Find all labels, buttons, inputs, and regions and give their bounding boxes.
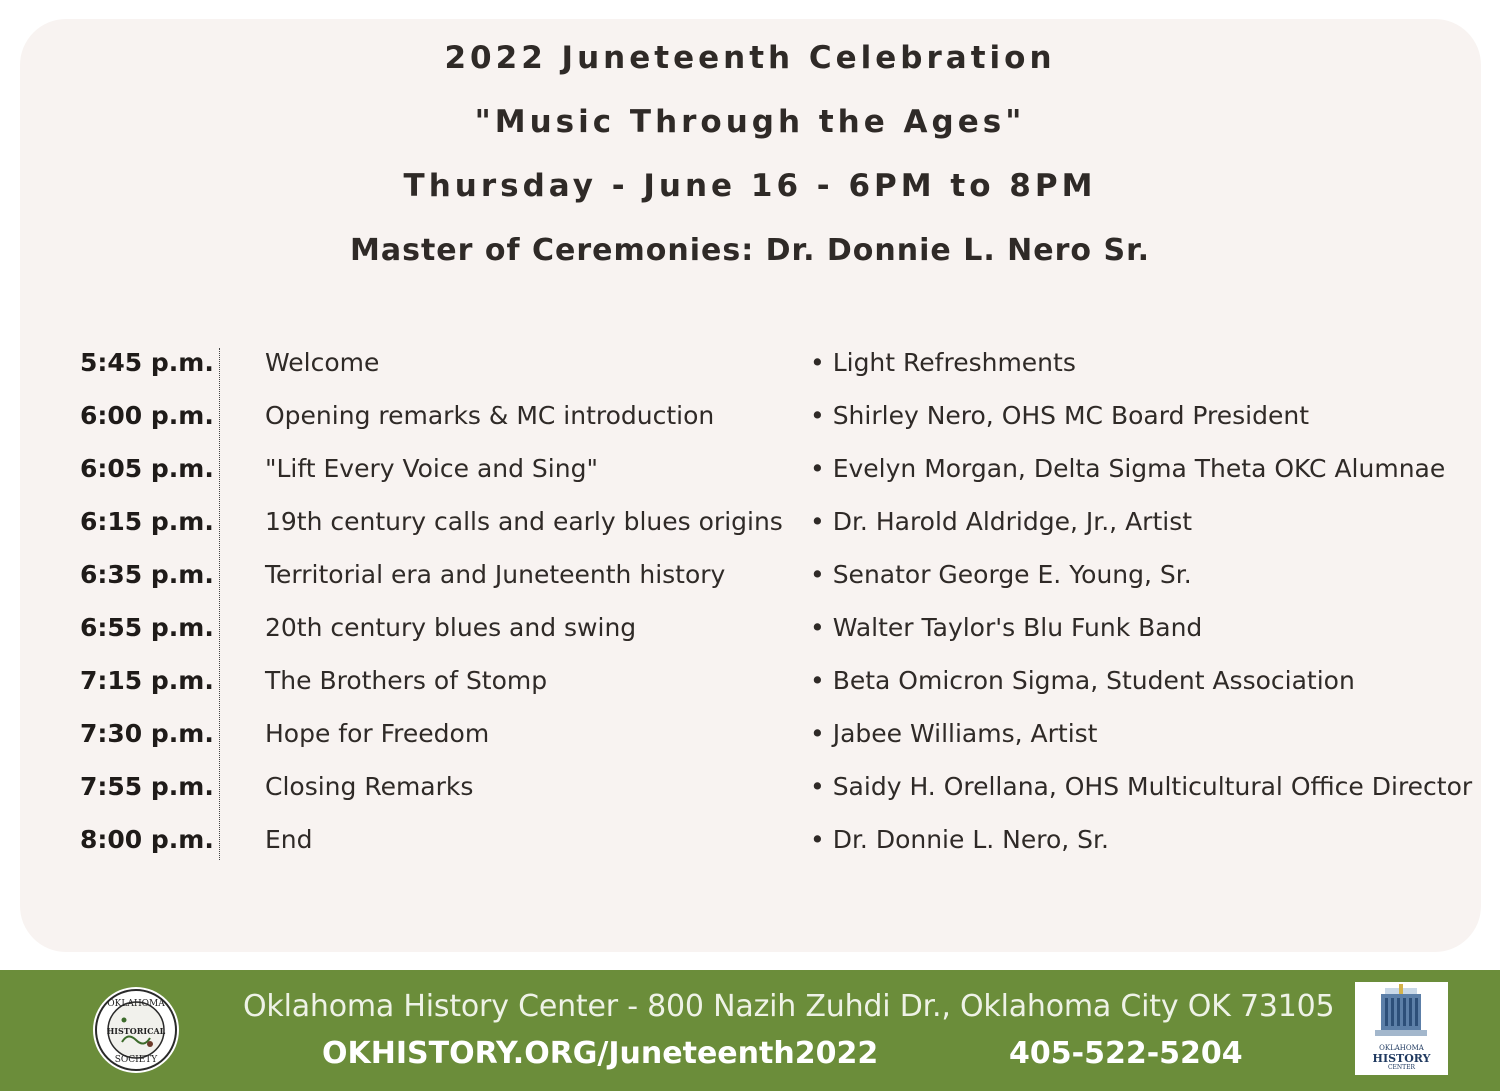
schedule-row xyxy=(0,507,1500,560)
schedule-event: Welcome xyxy=(265,348,380,377)
schedule-event: The Brothers of Stomp xyxy=(265,666,548,695)
schedule-event: End xyxy=(265,825,313,854)
schedule-row xyxy=(0,825,1500,878)
schedule-event: Opening remarks & MC introduction xyxy=(265,401,715,430)
schedule-time: 8:00 p.m. xyxy=(80,825,214,854)
footer-bar xyxy=(0,970,1500,1091)
schedule-presenter: • Saidy H. Orellana, OHS Multicultural Office Director xyxy=(810,772,1473,801)
schedule-row xyxy=(0,454,1500,507)
oklahoma-history-center-logo-icon xyxy=(1355,982,1448,1075)
schedule-presenter: • Light Refreshments xyxy=(810,348,1076,377)
schedule-presenter: • Jabee Williams, Artist xyxy=(810,719,1098,748)
schedule-row xyxy=(0,666,1500,719)
event-title: 2022 Juneteenth Celebration xyxy=(444,40,1056,76)
schedule-event: Closing Remarks xyxy=(265,772,474,801)
schedule-time: 6:55 p.m. xyxy=(80,613,214,642)
schedule-event: 19th century calls and early blues origins xyxy=(265,507,783,536)
oklahoma-historical-society-seal-icon xyxy=(92,986,180,1074)
schedule-presenter: • Dr. Donnie L. Nero, Sr. xyxy=(810,825,1109,854)
schedule-presenter: • Shirley Nero, OHS MC Board President xyxy=(810,401,1309,430)
schedule-time: 6:05 p.m. xyxy=(80,454,214,483)
schedule-time: 7:55 p.m. xyxy=(80,772,214,801)
schedule-presenter: • Evelyn Morgan, Delta Sigma Theta OKC Alumnae xyxy=(810,454,1446,483)
schedule-row xyxy=(0,613,1500,666)
footer-address: Oklahoma History Center - 800 Nazih Zuhdi Dr., Oklahoma City OK 73105 xyxy=(243,989,1335,1024)
seal-text-top: OKLAHOMA xyxy=(107,999,165,1009)
logo-line-2: HISTORY xyxy=(1372,1052,1431,1065)
schedule-time: 6:00 p.m. xyxy=(80,401,214,430)
footer-url-link[interactable]: OKHISTORY.ORG/Juneteenth2022 xyxy=(322,1036,879,1071)
schedule-time: 6:35 p.m. xyxy=(80,560,214,589)
schedule-presenter: • Beta Omicron Sigma, Student Association xyxy=(810,666,1355,695)
schedule-presenter: • Senator George E. Young, Sr. xyxy=(810,560,1192,589)
schedule-time: 7:30 p.m. xyxy=(80,719,214,748)
schedule-presenter: • Walter Taylor's Blu Funk Band xyxy=(810,613,1203,642)
event-datetime: Thursday - June 16 - 6PM to 8PM xyxy=(403,168,1097,204)
master-of-ceremonies: Master of Ceremonies: Dr. Donnie L. Nero Sr. xyxy=(350,233,1150,268)
logo-line-1: OKLAHOMA xyxy=(1379,1044,1424,1052)
schedule-row xyxy=(0,772,1500,825)
schedule-time: 5:45 p.m. xyxy=(80,348,214,377)
schedule-event: Hope for Freedom xyxy=(265,719,490,748)
schedule-row xyxy=(0,719,1500,772)
schedule-row xyxy=(0,560,1500,613)
seal-text-middle: HISTORICAL xyxy=(106,1026,166,1036)
schedule-row xyxy=(0,401,1500,454)
schedule-time: 6:15 p.m. xyxy=(80,507,214,536)
event-theme: "Music Through the Ages" xyxy=(474,104,1026,140)
schedule-time: 7:15 p.m. xyxy=(80,666,214,695)
schedule-row xyxy=(0,348,1500,401)
logo-line-3: CENTER xyxy=(1387,1064,1416,1071)
schedule-event: "Lift Every Voice and Sing" xyxy=(265,454,598,483)
schedule-event: Territorial era and Juneteenth history xyxy=(265,560,726,589)
schedule-event: 20th century blues and swing xyxy=(265,613,637,642)
seal-text-bottom: SOCIETY xyxy=(114,1055,158,1065)
schedule-presenter: • Dr. Harold Aldridge, Jr., Artist xyxy=(810,507,1193,536)
footer-phone: 405-522-5204 xyxy=(1009,1036,1243,1071)
